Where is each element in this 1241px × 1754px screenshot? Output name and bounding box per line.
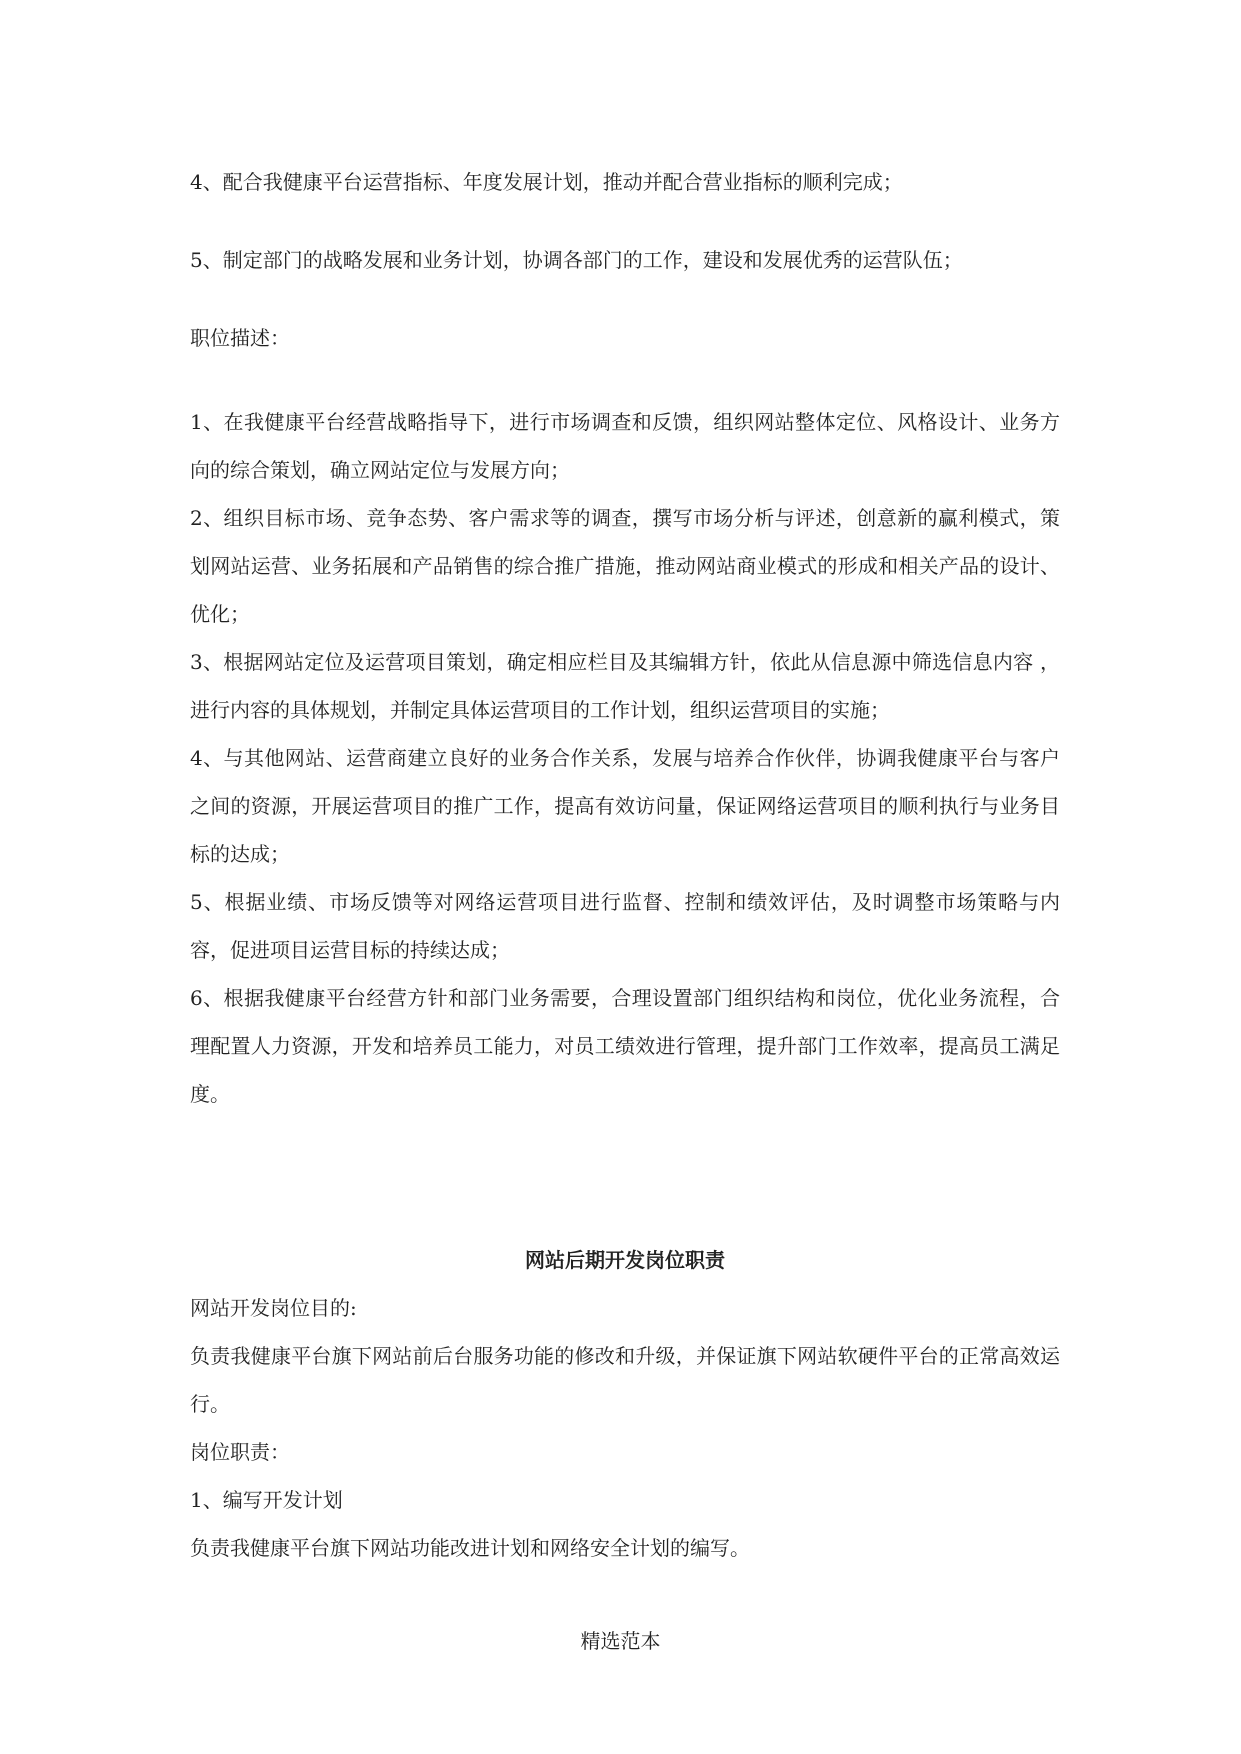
job-description-item-3: 3、根据网站定位及运营项目策划，确定相应栏目及其编辑方针，依此从信息源中筛选信息内容 ，进行内容的具体规划，并制定具体运营项目的工作计划，组织运营项目的实施； <box>190 650 1060 722</box>
purpose-text: 负责我健康平台旗下网站前后台服务功能的修改和升级，并保证旗下网站软硬件平台的正常高效运行。 <box>190 1344 1060 1416</box>
job-description-item-5: 5、根据业绩、市场反馈等对网络运营项目进行监督、控制和绩效评估，及时调整市场策略与内容，促进项目运营目标的持续达成； <box>190 890 1060 962</box>
document-body <box>190 158 1060 1572</box>
job-description-item-6: 6、根据我健康平台经营方针和部门业务需要，合理设置部门组织结构和岗位，优化业务流程，合理配置人力资源，开发和培养员工能力，对员工绩效进行管理，提升部门工作效率，提高员工满足度。 <box>190 986 1060 1106</box>
purpose-heading: 网站开发岗位目的: <box>190 1296 357 1320</box>
page-footer: 精选范本 <box>580 1629 661 1653</box>
job-description-item-1: 1、在我健康平台经营战略指导下，进行市场调查和反馈，组织网站整体定位、风格设计、业务方向的综合策划，确立网站定位与发展方向； <box>190 410 1060 482</box>
section-title: 网站后期开发岗位职责 <box>525 1248 725 1272</box>
job-description-item-4: 4、与其他网站、运营商建立良好的业务合作关系，发展与培养合作伙伴，协调我健康平台与客户之间的资源，开展运营项目的推广工作，提高有效访问量，保证网络运营项目的顺利执行与业务目标的达成； <box>190 746 1060 866</box>
job-description-item-2: 2、组织目标市场、竞争态势、客户需求等的调查，撰写市场分析与评述，创意新的赢利模式，策划网站运营、业务拓展和产品销售的综合推广措施，推动网站商业模式的形成和相关产品的设计、优化； <box>190 506 1060 626</box>
duty-heading: 岗位职责： <box>190 1440 290 1464</box>
duty-item-1-text: 负责我健康平台旗下网站功能改进计划和网络安全计划的编写。 <box>190 1536 750 1560</box>
job-description-heading: 职位描述： <box>190 326 290 350</box>
duty-item-1: 1、编写开发计划 <box>190 1488 343 1512</box>
top-item-5: 5、制定部门的战略发展和业务计划，协调各部门的工作，建设和发展优秀的运营队伍； <box>190 248 963 272</box>
top-item-4: 4、配合我健康平台运营指标、年度发展计划，推动并配合营业指标的顺利完成； <box>190 170 903 194</box>
